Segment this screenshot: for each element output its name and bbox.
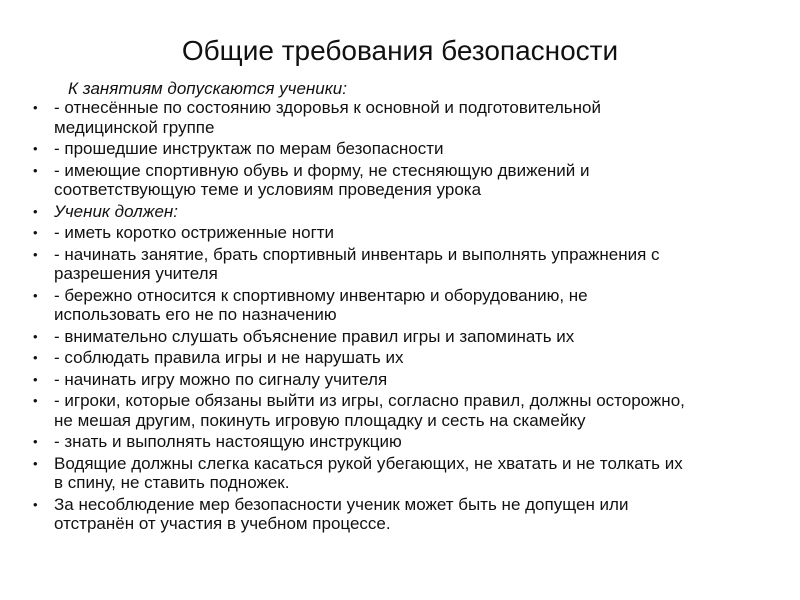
list-item-line: - иметь коротко остриженные ногти xyxy=(54,223,335,242)
list-item-line: Ученик должен: xyxy=(54,201,178,221)
bullet-icon: • xyxy=(33,225,38,240)
list-item-text xyxy=(54,245,794,284)
list-item-line: использовать его не по назначению xyxy=(54,305,337,324)
slide-title: Общие требования безопасности xyxy=(181,35,619,66)
bullet-icon: • xyxy=(33,434,38,449)
list-item-line: - начинать занятие, брать спортивный инвентарь и выполнять упражнения с xyxy=(54,244,660,264)
list-item-text xyxy=(54,286,794,325)
list-item-line: соответствующую теме и условиям проведения урока xyxy=(54,180,482,199)
list-item-text xyxy=(54,161,794,200)
list-item-line: - начинать игру можно по сигналу учителя xyxy=(54,369,388,389)
list-item-text xyxy=(54,327,794,347)
list-item-text xyxy=(54,432,794,452)
list-item-line: - внимательно слушать объяснение правил игры и запоминать их xyxy=(54,326,575,346)
list-item-text xyxy=(54,348,794,368)
list-item-line: - прошедшие инструктаж по мерам безопасности xyxy=(54,139,444,158)
bullet-icon: • xyxy=(33,350,38,365)
list-item-line: - отнесённые по состоянию здоровья к основной и подготовительной xyxy=(54,98,601,117)
list-item-text xyxy=(54,98,794,137)
list-item-line: - игроки, которые обязаны выйти из игры, согласно правил, должны осторожно, xyxy=(54,391,685,410)
list-item-line: - соблюдать правила игры и не нарушать их xyxy=(54,348,404,367)
list-item-text xyxy=(54,454,794,493)
list-item-line: не мешая другим, покинуть игровую площадку и сесть на скамейку xyxy=(54,410,586,430)
bullet-icon: • xyxy=(33,162,38,178)
bullet-icon: • xyxy=(33,246,38,262)
list-item-text xyxy=(54,202,794,222)
list-item-line: разрешения учителя xyxy=(54,264,218,283)
list-item-line: - имеющие спортивную обувь и форму, не стесняющую движений и xyxy=(54,160,590,180)
list-item-line: в спину, не ставить подножек. xyxy=(54,473,290,492)
list-item-text xyxy=(54,139,794,159)
list-item-line: Водящие должны слегка касаться рукой убегающих, не хватать и не толкать их xyxy=(54,453,683,473)
intro-text: К занятиям допускаются ученики: xyxy=(68,79,347,98)
list-item-line: - знать и выполнять настоящую инструкцию xyxy=(54,432,402,451)
bullet-icon: • xyxy=(33,371,38,387)
list-item-text xyxy=(54,223,794,243)
bullet-icon: • xyxy=(33,100,38,115)
bullet-icon: • xyxy=(33,203,38,219)
list-item-line: За несоблюдение мер безопасности ученик может быть не допущен или xyxy=(54,494,629,514)
list-item-line: медицинской группе xyxy=(54,117,215,137)
bullet-icon: • xyxy=(33,328,38,344)
list-item-line: отстранён от участия в учебном процессе. xyxy=(54,514,391,533)
bullet-icon: • xyxy=(33,496,38,512)
list-item-text xyxy=(54,391,794,430)
bullet-icon: • xyxy=(33,393,38,408)
bullet-icon: • xyxy=(33,141,38,156)
bullet-icon: • xyxy=(33,287,38,303)
bullet-icon: • xyxy=(33,455,38,471)
list-item-text xyxy=(54,495,794,534)
list-item-text xyxy=(54,370,794,390)
list-item-line: - бережно относится к спортивному инвентарю и оборудованию, не xyxy=(54,285,588,305)
